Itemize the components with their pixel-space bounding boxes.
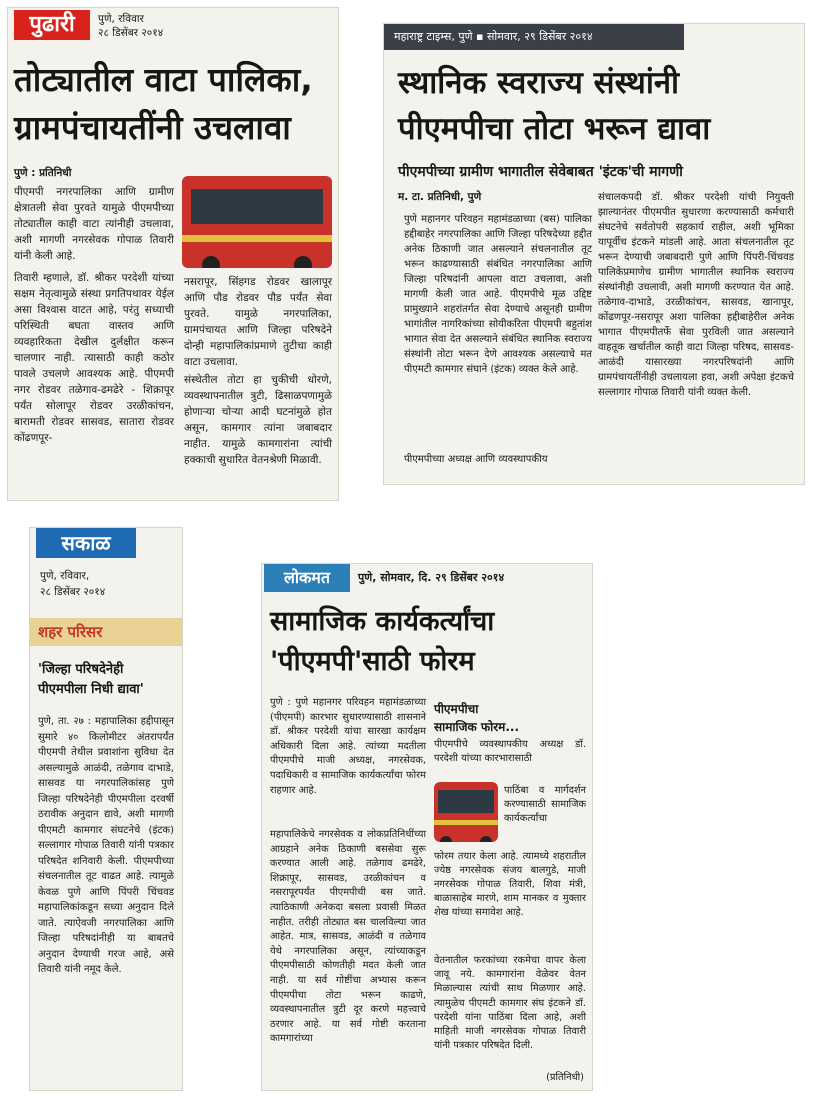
sidebar-title-line-2: सामाजिक फोरम... — [434, 720, 520, 734]
article-body-col1-cont: पीएमपीच्या अध्यक्ष आणि व्यवस्थापकीय — [404, 454, 548, 465]
signoff: (प्रतिनिधी) — [546, 1072, 584, 1083]
headline-line-2: ग्रामपंचायतींनी उचलावा — [14, 108, 291, 147]
bus-wheel — [202, 256, 220, 268]
headline-line-2: पीएमपीला निधी द्यावा' — [38, 682, 144, 697]
bus-wheel — [294, 256, 312, 268]
article-body-col1: पुणे महानगर परिवहन महामंडळाच्या (बस) पालिका हद्दीबाहेर नगरपालिका आणि जिल्हा परिषदेच्या हद्दीत अनेक ठिकाणी जात असल्याने संचलनातील तूट भरून काढण्यासाठी संबंधित नगरपालिका आणि जिल्हा परिषदांनी आपला वाटा उचलावा, अशी मागणी केली जात आहे. पीएमपीचे मूळ उद्दिष्ट प्रामुख्याने शहरांतर्गत सेवा देण्याचे असूनही ग्रामीण भागांतील नागरिकांच्या सोयीकरिता पीएमपी बहुतांश भागात सेवा देत असल्याने संबंधित स्थानिक स्वराज्य संस्थांनी तोटा भरून देणे आवश्यक असल्याचे मत पीएमटी कामगार संघाने (इंटक) व्यक्त केले आहे. — [404, 214, 592, 375]
subheadline: पीएमपीच्या ग्रामीण भागातील सेवेबाबत 'इंटक'ची मागणी — [398, 164, 683, 180]
article-body-col1: पुणे : पुणे महानगर परिवहन महामंडळाच्या (पीएमपी) कारभार सुधारण्यासाठी शासनाने डॉ. श्रीकर परदेशी यांचा सारखा कार्यक्षम अधिकारी दिला आहे. त्यांच्या मदतीला पीएमपीचे माजी अध्यक्ष, नगरसेवक, पदाधिकारी व सामाजिक कार्यकर्त्यांचा फोरम राहणार आहे. — [270, 697, 426, 796]
sidebar-box-title — [434, 700, 586, 736]
dateline-date: २८ डिसेंबर २०१४ — [40, 586, 106, 598]
headline-line-1: तोट्यातील वाटा पालिका, — [14, 60, 313, 99]
article-body: पुणे, ता. २७ : महापालिका हद्दीपासून सुमारे ४० किलोमीटर अंतरापर्यंत पीएमपी तेथील प्रवाशांना सुविधा देत असल्यामुळे आळंदी, तळेगाव दाभाडे, सासवड या नगरपालिकांसह पुणे जिल्हा परिषदेनेही पीएमपीला दरवर्षी ठरावीक अनुदान द्यावे, अशी मागणी पीएमटी कामगार संघटनेचे (इंटक) सल्लागार गोपाळ तिवारी यांनी पत्रकार परिषदेत शनिवारी केली. पीएमपीच्या संचलनातील तूट वाढत आहे. त्यामुळे केवळ पुणे आणि पिंपरी चिंचवड महापालिकांकडून सध्या अनुदान दिले जाते. त्याऐवजी नगरपालिका आणि जिल्हा परिषदांनीही या बाबतचे अनुदान देण्याची गरज आहे, असे तिवारी यांनी नमूद केले. — [38, 716, 174, 975]
article-body-col1-cont: महापालिकेचे नगरसेवक व लोकप्रतिनिधींच्या आग्रहाने अनेक ठिकाणी बससेवा सुरू करण्यात आली आहे. तळेगाव ढमढेरे, शिक्रापूर, सासवड, उरळीकांचन व नसरापूरपर्यंत पीएमपीची बस जाते. त्याठिकाणी अनेकदा बसला प्रवासी मिळत नाहीत. तरीही तोट्यात बस चालविल्या जात आहेत. मात्र, सासवड, आळंदी व तळेगाव येथे नगरपालिका असून, त्यांच्याकडून पीएमपीसाठी कोणतीही मदत केली जात नाही. या सर्व गोष्टींचा अभ्यास करून पीएमपीचा तोटा भरून काढणे, व्यवस्थापनातील त्रुटी दूर करणे महत्त्वाचे ठरणार आहे. या सर्व गोष्टी करताना कामगारांच्या — [270, 829, 426, 1045]
bus-wheel — [440, 836, 452, 842]
dateline — [40, 568, 105, 600]
dateline: पुणे, सोमवार, दि. २९ डिसेंबर २०१४ — [358, 571, 505, 584]
masthead-mata: महाराष्ट्र टाइम्स, पुणे ▪ सोमवार, २९ डिसेंबर २०१४ — [384, 24, 684, 50]
bus-wheel — [480, 836, 492, 842]
sidebar-intro: पीएमपीचे व्यवस्थापकीय अध्यक्ष डॉ. परदेशी यांच्या कारभारासाठी — [434, 739, 586, 764]
clip-maharashtra-times — [384, 24, 804, 484]
byline: पुणे : प्रतिनिधी — [14, 167, 72, 179]
dateline-date: २८ डिसेंबर २०१४ — [98, 27, 164, 39]
bus-photo — [434, 782, 498, 842]
sidebar-title-line-1: पीएमपीचा — [434, 702, 479, 716]
article-body-col1: तिवारी म्हणाले, डॉ. श्रीकर परदेशी यांच्या सक्षम नेतृत्वामुळे संस्था प्रगतिपथावर येईल असा विश्वास वाटत आहे, परंतु सध्याची परिस्थिती बघता वास्तव आणि व्यवहारिकता देखील दुर्लक्षीत करून चालणार नाही. त्यासाठी काही कठोर पावले उचलणे आवश्यक आहे. पीएमपी नगर रोडवर तळेगाव-ढमढेरे - शिक्रापूर पर्यंत सोलापूर रोडवर उरळीकांचन, बारामती रोडवर सासवड, सातारा रोडवर कोंढणपूर- — [14, 272, 174, 444]
sidebar-box — [434, 700, 586, 950]
clip-sakal — [30, 528, 182, 1090]
clip-lokmat — [262, 564, 592, 1090]
section-label: शहर परिसर — [30, 618, 182, 646]
headline-line-1: सामाजिक कार्यकर्त्यांचा — [270, 606, 495, 637]
clip-pudhari — [8, 8, 338, 500]
bus-window — [191, 189, 323, 224]
bus-window — [438, 790, 494, 813]
masthead-pudhari: पुढारी — [14, 10, 90, 40]
dateline — [98, 12, 163, 40]
bus-stripe — [434, 820, 498, 825]
masthead-lokmat: लोकमत — [264, 564, 350, 592]
dateline-day: पुणे, रविवार — [98, 13, 144, 25]
dateline-day: पुणे, रविवार, — [40, 570, 90, 582]
article-body-col2: नसरापूर, सिंहगड रोडवर खालापूर आणि पौड रोडवर पौड पर्यंत सेवा पुरवते. यामुळे नगरपालिका, ग्रामपंचायत आणि जिल्हा परिषदेने दोन्ही महापालिकांप्रमाणे तुटीचा काही वाटा उचलावा. — [184, 276, 332, 368]
article-body-col2-cont: संस्थेतील तोटा हा चुकीची धोरणे, व्यवस्थापनातील त्रुटी, ढिसाळपणामुळे होणाऱ्या चोऱ्या आदी घटनांमुळे होत असून, कामगार त्यांना जबाबदार नाहीत. यामुळे कामगारांना त्यांची हक्काची सुधारित वेतनश्रेणी मिळावी. — [184, 374, 332, 466]
bus-photo — [182, 176, 332, 268]
byline: म. टा. प्रतिनिधी, पुणे — [398, 191, 482, 203]
headline-line-2: पीएमपीचा तोटा भरून द्यावा — [398, 111, 711, 147]
headline-line-2: 'पीएमपी'साठी फोरम — [270, 646, 475, 677]
article-body-col2: संचालकपदी डॉ. श्रीकर परदेशी यांची नियुक्ती झाल्यानंतर पीएमपीत सुधारणा करण्यासाठी कर्मचारी संघटनेचे सर्वतोपरी सहकार्य राहील, अशी भूमिका यापूर्वीच इंटकने मांडली आहे. आता संचलनातील तूट भरून देण्याची जबाबदारी पुणे आणि पिंपरी-चिंचवड पालिकेप्रमाणेच ग्रामीण भागातील स्थानिक स्वराज्य संस्थांनीही उचलावी, अशी मागणी करण्यात येत आहे. तळेगाव-दाभाडे, उरळीकांचन, सासवड, खानापूर, कोंढणपूर-नसरापूर अशा पालिका हद्दीबाहेरील अनेक भागात पीएमपीतर्फे सेवा पुरविली जात असल्याने वाहतूक खर्चातील काही वाटा जिल्हा परिषद, सासवड-आळंदी यासारख्या नगरपरिषदांनी आणि ग्रामपंचायतींनीही उचलायला हवा, अशी अपेक्षा इंटकचे सल्लागार गोपाळ तिवारी यांनी व्यक्त केली. — [598, 192, 794, 398]
headline-line-1: 'जिल्हा परिषदेनेही — [38, 662, 124, 677]
article-body-col2: वेतनातील फरकांच्या रकमेचा वापर केला जावू नये. कामगारांना वेळेवर वेतन मिळाल्यास त्यांची साथ मिळणार आहे. त्यामुळेच पीएमटी कामगार संघ इंटकने डॉ. परदेशी यांना पाठिंबा दिला आहे, अशी माहिती माजी नगरसेवक गोपाळ तिवारी यांनी पत्रकार परिषदेत दिली. — [434, 955, 586, 1052]
headline-line-1: स्थानिक स्वराज्य संस्थांनी — [398, 65, 680, 101]
masthead-sakal: सकाळ — [36, 528, 136, 558]
bus-stripe — [182, 235, 332, 242]
sidebar-text: फोरम तयार केला आहे. त्यामध्ये शहरातील ज्येष्ठ नगरसेवक संजय बालगुडे, माजी नगरसेवक गोपाळ तिवारी, शिवा मंत्री, बाळासाहेब मारणे, शाम मानकर व मुक्तार शेख यांच्या समावेश आहे. — [434, 851, 586, 918]
article-intro: पीएमपी नगरपालिका आणि ग्रामीण क्षेत्रातली सेवा पुरवते यामुळे पीएमपीच्या तोट्यातील काही वाटा त्यांनीही उचलावा, अशी मागणी नगरसेवक गोपाळ तिवारी यांनी केली आहे. — [14, 186, 174, 262]
sidebar-side-text: पाठिंबा व मार्गदर्शन करण्यासाठी सामाजिक कार्यकर्त्यांचा — [504, 785, 586, 824]
